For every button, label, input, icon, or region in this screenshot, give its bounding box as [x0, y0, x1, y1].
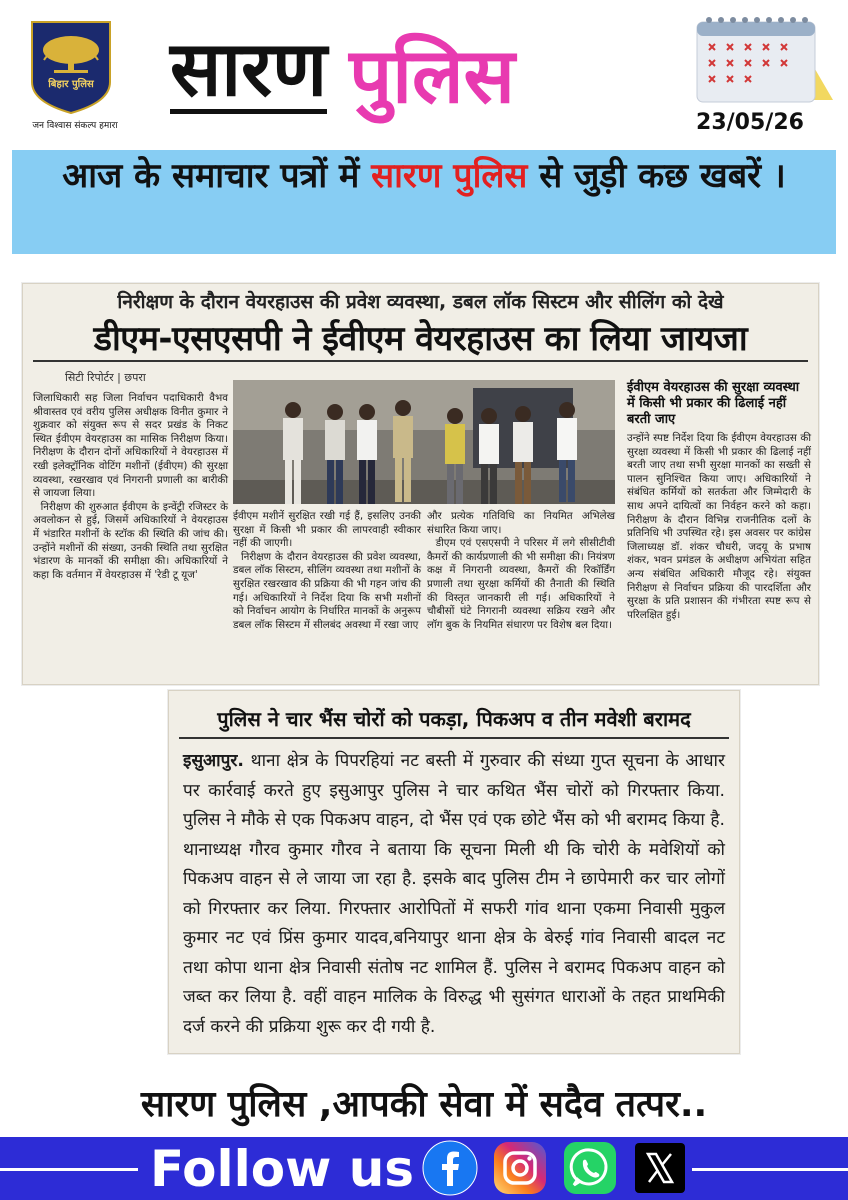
whatsapp-icon[interactable] [562, 1140, 618, 1196]
bihar-police-logo [30, 20, 112, 115]
clipping1-photo [233, 380, 615, 504]
page-title [170, 14, 515, 120]
footer-line-right [692, 1168, 848, 1171]
clipping1-divider [33, 360, 808, 362]
banner-highlight: सारण पुलिस [371, 156, 528, 196]
title-police: पुलिस [349, 31, 515, 120]
clipping2-text: थाना क्षेत्र के पिपरहियां नट बस्ती में गुरुवार की संध्या गुप्त सूचना के आधार पर कार्रवाई करते हुए इसुआपुर पुलिस ने चार कथित भैंस चोरों को गिरफ्तार किया. पुलिस ने मौके से एक पिकअप वाहन, दो भैंस एवं एक छोटे भैंस को भी बरामद किया है. थानाध्यक्ष गौरव कुमार गौरव ने बताया कि सूचना मिली थी कि चोरी के मवेशियों को पिकअप वाहन से ले जाया जा रहा है. इसके बाद पुलिस टीम ने छापेमारी कर चार लोगों को गिरफ्तार कर लिया. गिरफ्तार आरोपितों में सफरी गांव थाना एकमा निवासी मुकुल कुमार नट एवं प्रिंस कुमार यादव,बनियापुर थाना क्षेत्र के बेरुई गांव निवासी बादल नट तथा कोपा थाना क्षेत्र निवासी संतोष नट शामिल हैं. पुलिस ने बरामद पिकअप वाहन को जब्त कर लिया है. वहीं वाहन मालिक के विरुद्ध भी सुसंगत धाराओं के तहत प्राथमिकी दर्ज करने की प्रक्रिया शुरू कर दी गयी है. [183, 751, 725, 1037]
banner-text-after: से जुड़ी कछ खबरें । [527, 156, 786, 196]
date-label: 23/05/26 [696, 110, 804, 135]
clipping1-subheadline: निरीक्षण के दौरान वेयरहाउस की प्रवेश व्यवस्था, डबल लॉक सिस्टम और सीलिंग को देखे [117, 291, 724, 313]
news-clipping-buffalo-theft [168, 690, 740, 1054]
instagram-icon[interactable] [492, 1140, 548, 1196]
clipping1-column-1: जिलाधिकारी सह जिला निर्वाचन पदाधिकारी वैभव श्रीवास्तव एवं वरीय पुलिस अधीक्षक विनीत कुमार ने शुक्रवार को संयुक्त रूप से सदर प्रखंड के निकट स्थित ईवीएम वेयरहाउस का मासिक निरीक्षण किया। निरीक्षण के दौरान दोनों अधिकारियों ने वेयरहाउस में रखी इलेक्ट्रॉनिक वोटिंग मशीनों (ईवीएम) की सुरक्षा व्यवस्था, रखरखाव एवं निगरानी प्रणाली का बारीकी से जायजा लिया। निरीक्षण की शुरुआत ईवीएम के इन्वेंट्री रजिस्टर के अवलोकन से हुई, जिसमें अधिकारियों ने वेयरहाउस में भंडारित मशीनों के स्टॉक की स्थिति की जांच की। उन्होंने मशीनों की संख्या, उनकी स्थिति तथा सुरक्षित भंडारण के मानकों की समीक्षा की। अधिकारियों ने कहा कि वर्तमान में वेयरहाउस में 'रेडी टू यूज' [33, 392, 228, 581]
calendar-icon [695, 8, 835, 108]
follow-us-text: Follow us [150, 1140, 415, 1198]
facebook-icon[interactable] [422, 1140, 478, 1196]
logo-tagline: जन विश्वास संकल्प हमारा [32, 121, 118, 131]
banner-text-before: आज के समाचार पत्रों में [62, 156, 372, 196]
headline-banner [12, 150, 836, 254]
clipping2-divider [179, 737, 729, 739]
footer-line-left [0, 1168, 138, 1171]
logo-text: बिहार पुलिस [48, 79, 94, 90]
clipping1-headline: डीएम-एसएसपी ने ईवीएम वेयरहाउस का लिया जायजा [93, 319, 748, 359]
title-saran: सारण [170, 24, 328, 113]
clipping2-body [183, 747, 725, 1042]
clipping1-side-headline: ईवीएम वेयरहाउस की सुरक्षा व्यवस्था में किसी भी प्रकार की ढिलाई नहीं बरती जाए [627, 380, 800, 427]
footer-tagline: सारण पुलिस ,आपकी सेवा में सदैव तत्पर.. [140, 1084, 708, 1125]
clipping1-column-3: और प्रत्येक गतिविधि का नियमित अभिलेख संधारित किया जाए। डीएम एवं एसएसपी ने परिसर में लगे सीसीटीवी कैमरों की कार्यप्रणाली की भी समीक्षा की। नियंत्रण कक्ष में निगरानी व्यवस्था, कैमरों की रिकॉर्डिंग प्रणाली तथा सुरक्षा कर्मियों की तैनाती की स्थिति की विस्तृत जानकारी ली गई। अधिकारियों ने चौबीसों घंटे निगरानी व्यवस्था सक्रिय रखने और लॉग बुक के नियमित संधारण पर विशेष बल दिया। [427, 510, 615, 631]
clipping1-byline: सिटी रिपोर्टर | छपरा [65, 371, 146, 384]
clipping1-column-2: ईवीएम मशीनें सुरक्षित रखी गई हैं, इसलिए उनकी सुरक्षा में किसी भी प्रकार की लापरवाही स्वीकार नहीं की जाएगी। निरीक्षण के दौरान वेयरहाउस की प्रवेश व्यवस्था, डबल लॉक सिस्टम, सीलिंग व्यवस्था तथा मशीनों के सुरक्षित रखरखाव की प्रक्रिया की भी गहन जांच की गई। अधिकारियों ने निर्देश दिया कि सभी मशीनों को निर्वाचन आयोग के निर्धारित मानकों के अनुरूप डबल लॉक सिस्टम में सीलबंद अवस्था में रखा जाए [233, 510, 421, 631]
x-icon[interactable] [632, 1140, 688, 1196]
clipping2-headline: पुलिस ने चार भैंस चोरों को पकड़ा, पिकअप व तीन मवेशी बरामद [217, 707, 691, 731]
news-clipping-evm [22, 283, 819, 685]
clipping1-column-4: उन्होंने स्पष्ट निर्देश दिया कि ईवीएम वेयरहाउस की सुरक्षा व्यवस्था में किसी भी प्रकार की ढिलाई नहीं बरती जाए तथा सभी सुरक्षा मानकों का सख्ती से पालन सुनिश्चित किया जाए। अधिकारियों ने संबंधित कर्मियों को सतर्कता और जिम्मेदारी के साथ अपने दायित्वों का निर्वहन करने को कहा। निरीक्षण के दौरान विभिन्न राजनीतिक दलों के प्रतिनिधि भी उपस्थित रहे। इस अवसर पर कांग्रेस जिलाध्यक्ष डॉ. शंकर चौधरी, जदयू के प्रभाष शंकर, भवन प्रमंडल के अधीक्षण अभियंता सहित अन्य संबंधित अधिकारी मौजूद रहे। संयुक्त निरीक्षण से निर्वाचन प्रक्रिया की पारदर्शिता और सुरक्षा के प्रति प्रशासन की गंभीरता स्पष्ट रूप से परिलक्षित हुई। [627, 432, 815, 621]
clipping2-dateline: इसुआपुर. [183, 751, 244, 771]
